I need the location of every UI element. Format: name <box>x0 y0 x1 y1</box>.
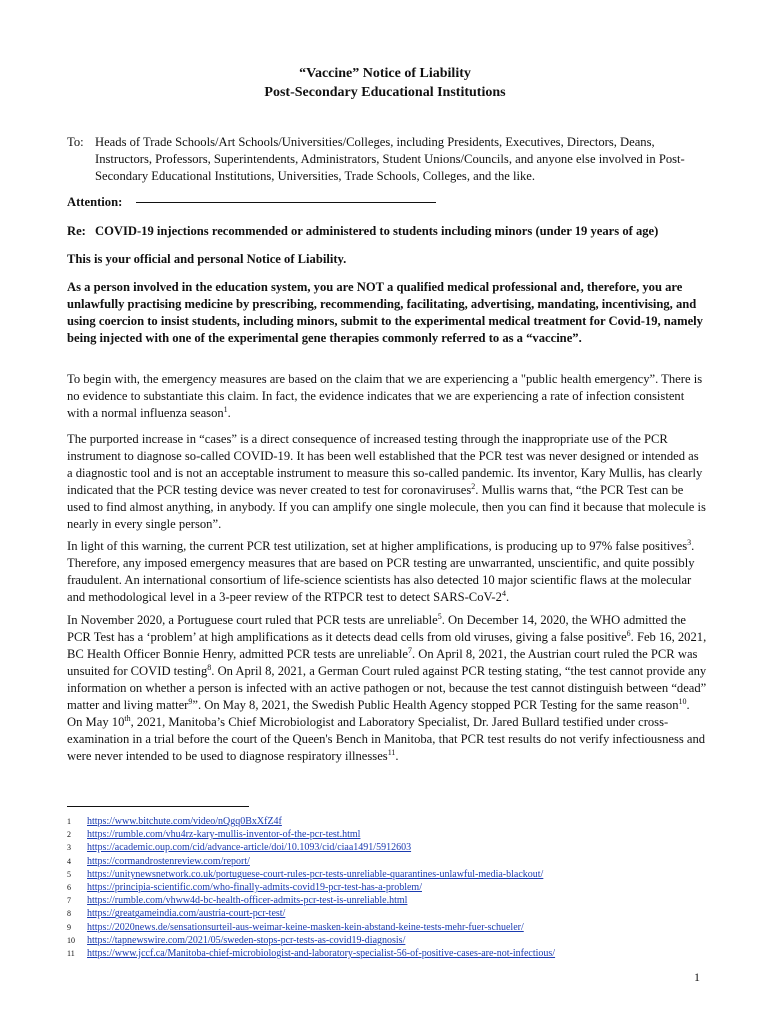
footnote-link[interactable]: https://tapnewswire.com/2021/05/sweden-stops-pcr-tests-as-covid19-diagnosis/ <box>87 934 406 946</box>
footnote-number: 10 <box>67 935 75 945</box>
footnote-number: 7 <box>67 896 71 906</box>
paragraph-4-text: . On April 8, 2021, a German Court ruled against PCR testing stating, “the test cannot provide any information on whether a person is infected with an active pathogen or not, because the test cannot distinguish between “dead” matter and living matter <box>67 664 707 712</box>
paragraph-3-text-a: In light of this warning, the current PCR test utilization, set at higher amplifications, is producing up to 97% false positives <box>67 539 688 553</box>
paragraph-4-text: , 2021, Manitoba’s Chief Microbiologist and Laboratory Specialist, Dr. Jared Bullard testified under cross-examination in a trial before the court of the Queen's Bench in Manitoba, that PCR test results do not verify infectiousness and were never intended to be used to diagnose respiratory illnesses <box>67 715 706 763</box>
footnote-link[interactable]: https://cormandrostenreview.com/report/ <box>87 855 250 867</box>
footnote-item <box>67 815 727 828</box>
document-title: “Vaccine” Notice of Liability <box>299 66 471 81</box>
footnote-link[interactable]: https://unitynewsnetwork.co.uk/portuguese-court-rules-pcr-tests-unreliable-quarantines-unlawful-media-blackout/ <box>87 868 544 880</box>
paragraph-4-text: . On April 8, 2021, the Austrian court ruled the PCR was unsuited for COVID testing <box>67 647 698 678</box>
paragraph-1-text: To begin with, the emergency measures are based on the claim that we are experiencing a "public health emergency”. There is no evidence to substantiate this claim. In fact, the evidence indicates that we are experiencing a rate of infection consistent with a normal influenza season <box>67 372 703 420</box>
page-number: 1 <box>694 970 700 984</box>
to-recipients: Heads of Trade Schools/Art Schools/Universities/Colleges, including Presidents, Executives, Directors, Deans, Instructors, Professors, Superintendents, Administrators, Student Unions/Councils, and anyone else involved in Post-Secondary Educational Institutions, Universities, Trade Schools, Colleges, and the like. <box>95 135 685 183</box>
footnote-link[interactable]: https://greatgameindia.com/austria-court-pcr-test/ <box>87 908 286 920</box>
footnote-number: 1 <box>67 817 71 826</box>
footnote-link[interactable]: https://www.jccf.ca/Manitoba-chief-microbiologist-and-laboratory-specialist-56-of-positive-cases-are-not-infectious/ <box>87 948 556 960</box>
paragraph-4-text: . <box>395 749 399 763</box>
footnote-item <box>67 934 727 947</box>
footnote-ref-7: 7 <box>408 645 412 655</box>
footnote-ref-5: 5 <box>437 611 442 621</box>
footnote-number: 11 <box>67 949 75 959</box>
paragraph-2-text-a: The purported increase in “cases” is a direct consequence of increased testing through the inappropriate use of the PCR instrument to diagnose so-called COVID-19. It has been well established that the PCR test was never designed or intended as a diagnostic tool and is not an acceptable instrument to measure this so-called pandemic. Its inventor, Kary Mullis, has clearly indicated that the PCR testing device was never created to test for coronaviruses <box>67 432 703 497</box>
paragraph-2 <box>67 431 707 533</box>
footnote-number: 2 <box>67 830 71 840</box>
footnote-link[interactable]: https://rumble.com/vhu4rz-kary-mullis-inventor-of-the-pcr-test.html <box>87 829 361 841</box>
footnote-item <box>67 841 727 854</box>
to-section <box>67 134 707 185</box>
attention-blank <box>136 202 436 203</box>
paragraph-4 <box>67 612 707 765</box>
paragraph-3 <box>67 538 707 606</box>
attention-label: Attention: <box>67 195 123 209</box>
footnote-ref-4: 4 <box>501 588 506 598</box>
footnote-item <box>67 881 727 894</box>
attention-line <box>67 194 707 211</box>
to-label: To: <box>67 135 84 149</box>
paragraph-1-end: . <box>227 406 231 420</box>
footnote-ref-9: 9 <box>188 696 193 706</box>
footnote-link[interactable]: https://2020news.de/sensationsurteil-aus-weimar-keine-masken-kein-abstand-keine-tests-mehr-fuer-schueler/ <box>87 921 524 933</box>
footnote-item <box>67 828 727 841</box>
footnote-number: 6 <box>67 883 71 893</box>
title-block <box>0 64 770 102</box>
footnote-link[interactable]: https://rumble.com/vhww4d-bc-health-officer-admits-pcr-test-is-unreliable.html <box>87 895 408 907</box>
footnotes-list <box>67 815 727 960</box>
document-subtitle: Post-Secondary Educational Institutions <box>264 85 506 100</box>
paragraph-1 <box>67 371 707 422</box>
footnote-item <box>67 894 727 907</box>
footnote-ref-1: 1 <box>223 404 228 414</box>
footnote-item <box>67 868 727 881</box>
footnote-link[interactable]: https://academic.oup.com/cid/advance-article/doi/10.1093/cid/ciaa1491/5912603 <box>87 842 412 854</box>
footnote-ref-3: 3 <box>687 537 692 547</box>
footnote-item <box>67 947 727 960</box>
paragraph-3-text-b: . Therefore, any imposed emergency measures that are based on PCR testing are unwarranted, unscientific, and quite possibly fraudulent. An international consortium of life-science scientists has also detected 10 major scientific flaws at the molecular and methodological level in a 3-peer review of the RTPCR test to detect SARS-CoV-2 <box>67 539 695 604</box>
footnote-divider <box>67 806 249 807</box>
re-line <box>67 223 707 240</box>
footnote-number: 8 <box>67 909 71 919</box>
footnote-ref-10: 10 <box>678 696 687 706</box>
footnote-number: 3 <box>67 843 71 853</box>
footnote-number: 4 <box>67 856 71 866</box>
footnote-link[interactable]: https://principia-scientific.com/who-finally-admits-covid19-pcr-test-has-a-problem/ <box>87 882 422 894</box>
footnote-number: 9 <box>67 922 71 932</box>
paragraph-4-text: . Feb 16, 2021, BC Health Officer Bonnie Henry, admitted PCR tests are unreliable <box>67 630 707 661</box>
footnote-number: 5 <box>67 869 71 879</box>
footnote-item <box>67 907 727 920</box>
re-label: Re: <box>67 224 86 238</box>
paragraph-3-text-c: . <box>505 590 510 604</box>
re-subject: COVID-19 injections recommended or administered to students including minors (under 19 years of age) <box>95 224 659 238</box>
paragraph-4-text: . On May 10 <box>67 698 690 729</box>
footnote-ref-11: 11 <box>387 747 396 757</box>
footnote-ref-6: 6 <box>626 628 631 638</box>
paragraph-4-text: . On December 14, 2020, the WHO admitted the PCR Test has a ‘problem’ at high amplifications as it detects dead cells from old viruses, giving a false positive <box>67 613 686 644</box>
paragraph-4-text: In November 2020, a Portuguese court ruled that PCR tests are unreliable <box>67 613 438 627</box>
footnote-item <box>67 921 727 934</box>
footnote-link[interactable]: https://www.bitchute.com/video/nQgq0BxXfZ4f <box>87 816 282 827</box>
paragraph-4-text: ”. On May 8, 2021, the Swedish Public Health Agency stopped PCR Testing for the same reason <box>192 698 679 712</box>
footnote-item <box>67 855 727 868</box>
footnote-ref-2: 2 <box>471 481 476 491</box>
footnote-ref-8: 8 <box>207 662 212 672</box>
bold-paragraph: As a person involved in the education system, you are NOT a qualified medical professional and, therefore, you are unlawfully practising medicine by prescribing, recommending, facilitating, advertising, mandating, incentivising, and using coercion to insist students, including minors, submit to the experimental medical treatment for Covid-19, namely being injected with one of the experimental gene therapies commonly referred to as a “vaccine”. <box>67 280 703 345</box>
ordinal-suffix: th <box>124 713 131 723</box>
paragraph-2-text-b: . Mullis warns that, “the PCR Test can be used to find almost anything, in anybody. If you can amplify one single molecule, then you can find it because that molecule is nearly in every single person”. <box>67 483 706 531</box>
official-notice: This is your official and personal Notice of Liability. <box>67 252 347 266</box>
